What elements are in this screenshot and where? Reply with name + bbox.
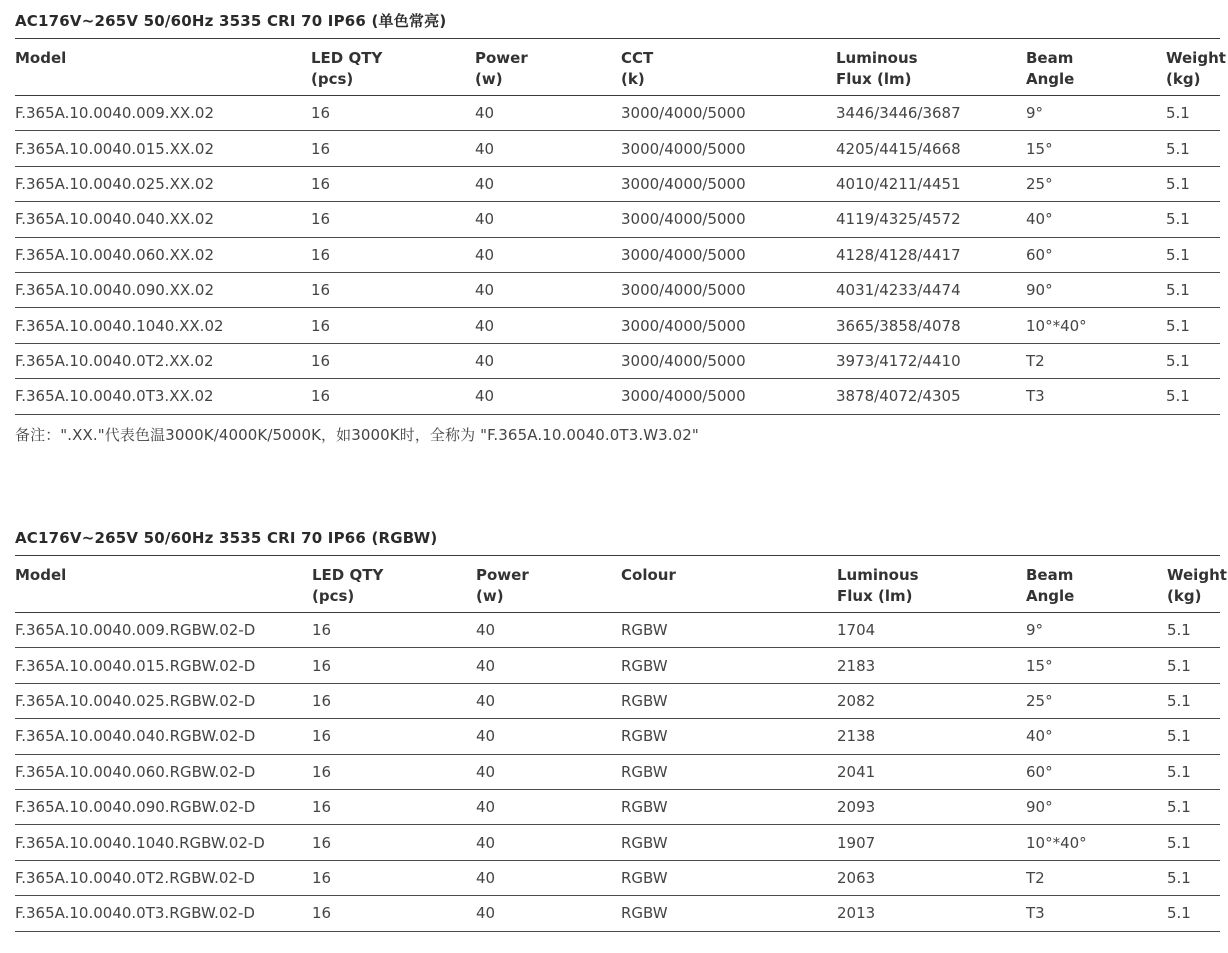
cell-power: 40	[476, 656, 496, 675]
cell-cct-or-colour: 3000/4000/5000	[621, 104, 746, 123]
cell-led-qty: 16	[312, 904, 332, 923]
cell-luminous-flux: 4205/4415/4668	[836, 139, 961, 158]
cell-weight: 5.1	[1167, 868, 1191, 887]
cell-power: 40	[475, 387, 495, 406]
spec-section-single-color	[15, 10, 1226, 445]
cell-luminous-flux: 4031/4233/4474	[836, 281, 961, 300]
cell-luminous-flux: 2093	[837, 798, 876, 817]
cell-luminous-flux: 2138	[837, 727, 876, 746]
cell-cct-or-colour: RGBW	[621, 691, 668, 710]
cell-luminous-flux: 2013	[837, 904, 876, 923]
cell-weight: 5.1	[1167, 798, 1191, 817]
header-beam-angle: Beam Angle	[1026, 49, 1075, 88]
cell-led-qty: 16	[311, 316, 331, 335]
cell-model: F.365A.10.0040.015.RGBW.02-D	[15, 656, 256, 675]
cell-model: F.365A.10.0040.1040.RGBW.02-D	[15, 833, 265, 852]
cell-power: 40	[476, 691, 496, 710]
cell-luminous-flux: 4119/4325/4572	[836, 210, 961, 229]
cell-cct-or-colour: RGBW	[621, 656, 668, 675]
table-row	[15, 896, 1220, 931]
table-row	[15, 754, 1220, 789]
cell-led-qty: 16	[311, 174, 331, 193]
cell-weight: 5.1	[1167, 904, 1191, 923]
cell-beam-angle: 10°*40°	[1026, 316, 1087, 335]
cell-cct-or-colour: 3000/4000/5000	[621, 316, 746, 335]
cell-cct-or-colour: 3000/4000/5000	[621, 245, 746, 264]
cell-beam-angle: 9°	[1026, 621, 1044, 640]
table-row	[15, 825, 1220, 860]
cell-beam-angle: 15°	[1026, 139, 1053, 158]
cell-weight: 5.1	[1166, 316, 1190, 335]
cell-model: F.365A.10.0040.0T2.XX.02	[15, 351, 214, 370]
table-row	[15, 96, 1220, 131]
table-row	[15, 719, 1220, 754]
spec-section-rgbw	[15, 527, 1227, 932]
cell-led-qty: 16	[312, 691, 332, 710]
section-title: AC176V~265V 50/60Hz 3535 CRI 70 IP66 (单色常亮)	[15, 12, 447, 30]
cell-power: 40	[476, 904, 496, 923]
header-weight: Weight (kg)	[1166, 49, 1226, 88]
table-row	[15, 272, 1220, 307]
cell-weight: 5.1	[1167, 621, 1191, 640]
cell-cct-or-colour: RGBW	[621, 904, 668, 923]
cell-beam-angle: 90°	[1026, 281, 1053, 300]
table-row	[15, 379, 1220, 414]
cell-led-qty: 16	[311, 351, 331, 370]
cell-led-qty: 16	[311, 104, 331, 123]
header-beam-angle: Beam Angle	[1026, 566, 1075, 605]
table-row	[15, 166, 1220, 201]
cell-weight: 5.1	[1167, 833, 1191, 852]
cell-model: F.365A.10.0040.060.RGBW.02-D	[15, 762, 256, 781]
cell-model: F.365A.10.0040.009.RGBW.02-D	[15, 621, 256, 640]
header-led-qty: LED QTY (pcs)	[312, 566, 384, 605]
cell-beam-angle: 90°	[1026, 798, 1053, 817]
cell-luminous-flux: 4010/4211/4451	[836, 174, 961, 193]
cell-beam-angle: T3	[1026, 387, 1045, 406]
cell-beam-angle: T3	[1026, 904, 1045, 923]
cell-luminous-flux: 3665/3858/4078	[836, 316, 961, 335]
cell-luminous-flux: 1907	[837, 833, 876, 852]
table-row	[15, 648, 1220, 683]
cell-beam-angle: T2	[1026, 868, 1045, 887]
header-model: Model	[15, 566, 67, 584]
table-row	[15, 683, 1220, 718]
cell-beam-angle: 15°	[1026, 656, 1053, 675]
cell-beam-angle: 10°*40°	[1026, 833, 1087, 852]
spec-table-rgbw	[15, 555, 1227, 932]
cell-beam-angle: 40°	[1026, 210, 1053, 229]
cell-led-qty: 16	[311, 210, 331, 229]
cell-model: F.365A.10.0040.040.XX.02	[15, 210, 214, 229]
header-cct: CCT (k)	[621, 49, 654, 88]
cell-cct-or-colour: 3000/4000/5000	[621, 281, 746, 300]
cell-cct-or-colour: RGBW	[621, 868, 668, 887]
cell-power: 40	[476, 762, 496, 781]
cell-luminous-flux: 2063	[837, 868, 876, 887]
cell-cct-or-colour: RGBW	[621, 621, 668, 640]
table-row	[15, 860, 1220, 895]
cell-cct-or-colour: 3000/4000/5000	[621, 210, 746, 229]
table-row	[15, 308, 1220, 343]
cell-cct-or-colour: RGBW	[621, 833, 668, 852]
cell-model: F.365A.10.0040.090.RGBW.02-D	[15, 798, 256, 817]
cell-model: F.365A.10.0040.025.RGBW.02-D	[15, 691, 256, 710]
cell-weight: 5.1	[1167, 691, 1191, 710]
cell-model: F.365A.10.0040.009.XX.02	[15, 104, 214, 123]
cell-beam-angle: 9°	[1026, 104, 1044, 123]
cell-luminous-flux: 3446/3446/3687	[836, 104, 961, 123]
cell-model: F.365A.10.0040.040.RGBW.02-D	[15, 727, 256, 746]
cell-luminous-flux: 2183	[837, 656, 876, 675]
header-power: Power (w)	[476, 566, 529, 605]
cell-cct-or-colour: 3000/4000/5000	[621, 387, 746, 406]
cell-led-qty: 16	[312, 833, 332, 852]
cell-led-qty: 16	[311, 387, 331, 406]
cell-led-qty: 16	[311, 245, 331, 264]
cell-model: F.365A.10.0040.060.XX.02	[15, 245, 214, 264]
cell-weight: 5.1	[1167, 727, 1191, 746]
cell-weight: 5.1	[1166, 139, 1190, 158]
table-row	[15, 202, 1220, 237]
table-row	[15, 613, 1220, 648]
table-body	[15, 613, 1220, 932]
cell-model: F.365A.10.0040.1040.XX.02	[15, 316, 224, 335]
cell-model: F.365A.10.0040.090.XX.02	[15, 281, 214, 300]
header-model: Model	[15, 49, 67, 67]
cell-model: F.365A.10.0040.0T2.RGBW.02-D	[15, 868, 255, 887]
cell-led-qty: 16	[312, 727, 332, 746]
cell-weight: 5.1	[1166, 351, 1190, 370]
cell-power: 40	[475, 351, 495, 370]
cell-power: 40	[476, 727, 496, 746]
cell-luminous-flux: 3878/4072/4305	[836, 387, 961, 406]
cell-power: 40	[476, 621, 496, 640]
header-luminous-flux: Luminous Flux (lm)	[836, 49, 918, 88]
cell-beam-angle: 60°	[1026, 762, 1053, 781]
cell-weight: 5.1	[1166, 104, 1190, 123]
cell-power: 40	[475, 104, 495, 123]
table-body	[15, 96, 1220, 415]
table-row	[15, 237, 1220, 272]
table-row	[15, 343, 1220, 378]
cell-power: 40	[476, 868, 496, 887]
cell-cct-or-colour: RGBW	[621, 727, 668, 746]
cell-led-qty: 16	[311, 139, 331, 158]
cell-luminous-flux: 2041	[837, 762, 876, 781]
spec-table-single-color	[15, 38, 1226, 415]
cell-beam-angle: 25°	[1026, 691, 1053, 710]
cell-model: F.365A.10.0040.0T3.RGBW.02-D	[15, 904, 255, 923]
cell-weight: 5.1	[1166, 245, 1190, 264]
cell-model: F.365A.10.0040.025.XX.02	[15, 174, 214, 193]
header-led-qty: LED QTY (pcs)	[311, 49, 383, 88]
cell-power: 40	[475, 245, 495, 264]
cell-model: F.365A.10.0040.015.XX.02	[15, 139, 214, 158]
header-weight: Weight (kg)	[1167, 566, 1227, 605]
cell-led-qty: 16	[312, 798, 332, 817]
section-title: AC176V~265V 50/60Hz 3535 CRI 70 IP66 (RGBW)	[15, 529, 438, 547]
cell-power: 40	[475, 281, 495, 300]
cell-cct-or-colour: 3000/4000/5000	[621, 174, 746, 193]
cell-cct-or-colour: 3000/4000/5000	[621, 351, 746, 370]
cell-cct-or-colour: RGBW	[621, 798, 668, 817]
header-colour: Colour	[621, 566, 676, 584]
cell-cct-or-colour: 3000/4000/5000	[621, 139, 746, 158]
cell-weight: 5.1	[1166, 387, 1190, 406]
cell-beam-angle: 60°	[1026, 245, 1053, 264]
cell-luminous-flux: 1704	[837, 621, 876, 640]
header-power: Power (w)	[475, 49, 528, 88]
cell-cct-or-colour: RGBW	[621, 762, 668, 781]
cell-led-qty: 16	[312, 868, 332, 887]
cell-power: 40	[476, 833, 496, 852]
cell-beam-angle: 25°	[1026, 174, 1053, 193]
table-row	[15, 789, 1220, 824]
cell-led-qty: 16	[312, 621, 332, 640]
cell-power: 40	[475, 210, 495, 229]
cell-beam-angle: 40°	[1026, 727, 1053, 746]
cell-power: 40	[475, 139, 495, 158]
cell-luminous-flux: 2082	[837, 691, 876, 710]
cell-led-qty: 16	[312, 656, 332, 675]
cell-model: F.365A.10.0040.0T3.XX.02	[15, 387, 214, 406]
header-row	[15, 39, 1220, 96]
cell-weight: 5.1	[1167, 656, 1191, 675]
cell-beam-angle: T2	[1026, 351, 1045, 370]
footnote: 备注：".XX."代表色温3000K/4000K/5000K，如3000K时，全称为 "F.365A.10.0040.0T3.W3.02"	[15, 425, 699, 444]
cell-power: 40	[475, 316, 495, 335]
cell-led-qty: 16	[312, 762, 332, 781]
header-luminous-flux: Luminous Flux (lm)	[837, 566, 919, 605]
cell-led-qty: 16	[311, 281, 331, 300]
cell-power: 40	[476, 798, 496, 817]
header-row	[15, 556, 1220, 613]
cell-luminous-flux: 3973/4172/4410	[836, 351, 961, 370]
cell-weight: 5.1	[1166, 281, 1190, 300]
cell-weight: 5.1	[1167, 762, 1191, 781]
cell-power: 40	[475, 174, 495, 193]
table-row	[15, 131, 1220, 166]
cell-luminous-flux: 4128/4128/4417	[836, 245, 961, 264]
cell-weight: 5.1	[1166, 174, 1190, 193]
cell-weight: 5.1	[1166, 210, 1190, 229]
